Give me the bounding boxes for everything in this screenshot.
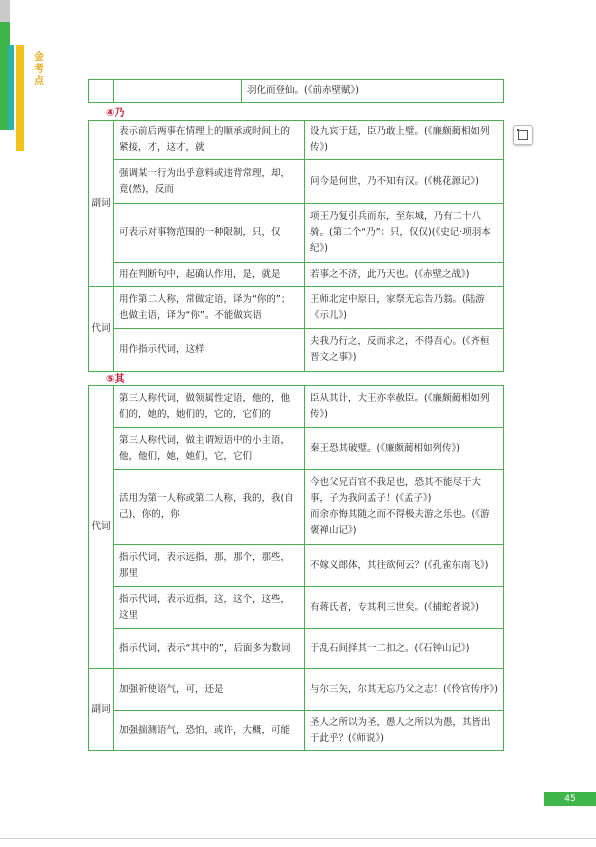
table-qi	[88, 385, 504, 751]
example-cell: 若事之不济，此乃天也。(《赤壁之战》)	[305, 263, 504, 287]
example-cell: 今也父兄百官不我足也，恐其不能尽于大事，子为我问孟子！(《孟子》) 而余亦悔其随之而不得极夫游之乐也。(《游褒禅山记》)	[305, 470, 504, 545]
qr-frame	[518, 130, 528, 140]
meaning-cell: 加强祈使语气，可，还是	[114, 669, 305, 711]
example-cell: 项王乃复引兵而东，至东城，乃有二十八骑。(第二个“乃”：只，仅仅)(《史记·项羽本纪》)	[305, 204, 504, 263]
meaning-cell: 用作指示代词，这样	[114, 329, 305, 372]
meaning-cell: 指示代词，表示近指，这，这个，这些，这里	[114, 587, 305, 629]
qr-code-icon[interactable]	[513, 125, 533, 145]
meaning-cell: 表示前后两事在情理上的顺承或时间上的紧接，才，这才，就	[114, 121, 305, 160]
meaning-cell: 加强揣测语气，恐怕，或许，大概，可能	[114, 711, 305, 751]
meaning-cell: 指示代词，表示“其中的”，后面多为数词	[114, 629, 305, 669]
category-cell: 代词	[89, 386, 114, 669]
side-label	[33, 52, 45, 88]
teal-bar	[8, 45, 14, 130]
meaning-cell: 用作第二人称，常做定语，译为“你的”；也做主语，译为“你”。不能做宾语	[114, 287, 305, 329]
meaning-cell: 强调某一行为出乎意料或违背常理，却，竟(然)，反而	[114, 160, 305, 204]
bottom-divider	[0, 838, 596, 839]
side-label-char: 金	[34, 52, 44, 63]
top-partial-table	[88, 79, 504, 103]
example-cell: 设九宾于廷，臣乃敢上璧。(《廉颇蔺相如列传》)	[305, 121, 504, 160]
example-cell: 问今是何世，乃不知有汉。(《桃花源记》)	[305, 160, 504, 204]
example-cell: 有蒋氏者，专其利三世矣。(《捕蛇者说》)	[305, 587, 504, 629]
meaning-cell: 活用为第一人称或第二人称，我的，我(自己)，你的，你	[114, 470, 305, 545]
example-cell: 与尔三矢，尔其无忘乃父之志！(《伶官传序》)	[305, 669, 504, 711]
category-cell: 副词	[89, 121, 114, 287]
example-cell: 圣人之所以为圣，愚人之所以为愚，其皆出于此乎？(《师说》)	[305, 711, 504, 751]
example-cell: 秦王恐其破璧。(《廉颇蔺相如列传》)	[305, 428, 504, 470]
category-cell: 副词	[89, 669, 114, 751]
meaning-cell: 用在判断句中，起确认作用，是，就是	[114, 263, 305, 287]
side-label-char: 考	[34, 64, 44, 75]
section-title-nai: ④乃	[106, 108, 125, 119]
example-cell: 臣从其计，大王亦幸赦臣。(《廉颇蔺相如列传》)	[305, 386, 504, 428]
section-title-qi: ⑤其	[106, 374, 125, 385]
meaning-cell: 可表示对事物范围的一种限制，只，仅	[114, 204, 305, 263]
meaning-cell: 第三人称代词，做领属性定语，他的，他们的，她的，她们的，它的，它们的	[114, 386, 305, 428]
example-cell: 夫我乃行之，反而求之，不得吾心。(《齐桓晋文之事》)	[305, 329, 504, 372]
meaning-cell: 指示代词，表示远指，那，那个，那些，那里	[114, 545, 305, 587]
meaning-cell: 第三人称代词，做主谓短语中的小主语，他，他们，她，她们，它，它们	[114, 428, 305, 470]
empty-cell	[89, 80, 114, 103]
category-cell: 代词	[89, 287, 114, 372]
page-number: 45	[544, 792, 596, 806]
qr-corner	[517, 129, 519, 131]
side-label-char: 点	[34, 76, 44, 87]
yellow-bar	[16, 45, 24, 151]
example-cell: 不嫁义郎体，其往欲何云？(《孔雀东南飞》)	[305, 545, 504, 587]
table-nai	[88, 120, 504, 372]
top-gray-bar	[0, 0, 10, 22]
empty-cell	[114, 80, 242, 103]
example-cell: 羽化而登仙。(《前赤壁赋》)	[242, 80, 504, 103]
example-cell: 王师北定中原日，家祭无忘告乃翁。(陆游《示儿》)	[305, 287, 504, 329]
example-cell: 于乱石间择其一二扣之。(《石钟山记》)	[305, 629, 504, 669]
